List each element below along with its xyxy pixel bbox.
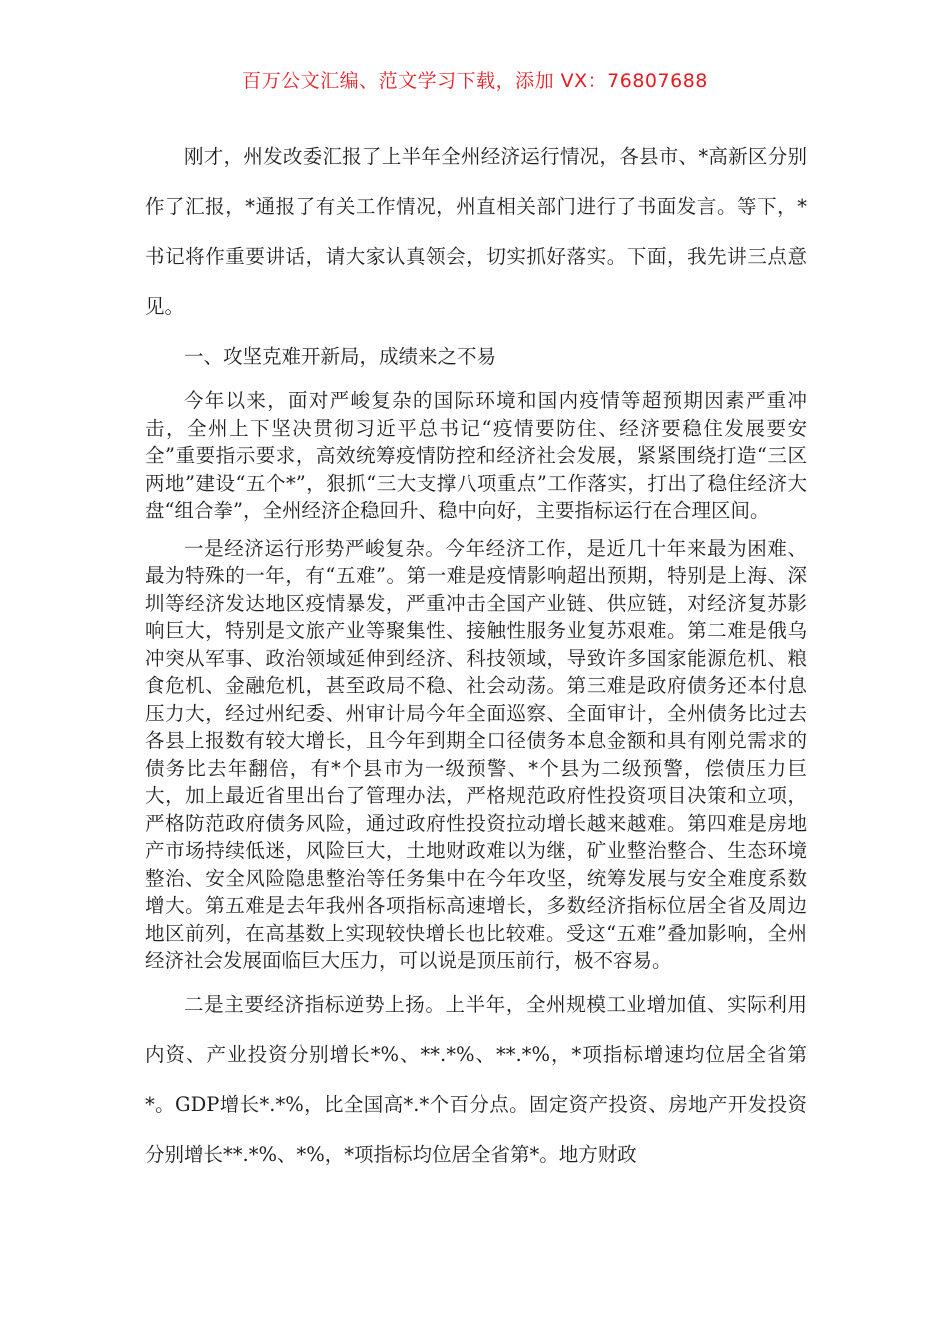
document-body (145, 132, 807, 1180)
paragraph-overview: 今年以来，面对严峻复杂的国际环境和国内疫情等超预期因素严重冲击，全州上下坚决贯彻习近平总书记“疫情要防住、经济要稳住发展要安全”重要指示要求，高效统筹疫情防控和经济社会发展，紧紧围绕打造“三区两地”建设“五个*”，狠抓“三大支撑八项重点”工作落实，打出了稳住经济大盘“组合拳”，全州经济企稳回升、稳中向好，主要指标运行在合理区间。 (145, 389, 807, 522)
download-banner: 百万公文汇编、范文学习下载，添加 VX：76807688 (242, 70, 708, 92)
section-heading-1: 一、攻坚克难开新局，成绩来之不易 (184, 345, 497, 368)
paragraph-opening: 刚才，州发改委汇报了上半年全州经济运行情况，各县市、*高新区分别作了汇报，*通报了有关工作情况，州直相关部门进行了书面发言。等下，*书记将作重要讲话，请大家认真领会，切实抓好落实。下面，我先讲三点意见。 (145, 145, 807, 318)
paragraph-five-difficulties: 一是经济运行形势严峻复杂。今年经济工作，是近几十年来最为困难、最为特殊的一年，有“五难”。第一难是疫情影响超出预期，特别是上海、深圳等经济发达地区疫情暴发，严重冲击全国产业链、供应链，对经济复苏影响巨大，特别是文旅产业等聚集性、接触性服务业复苏艰难。第二难是俄乌冲突从军事、政治领域延伸到经济、科技领域，导致许多国家能源危机、粮食危机、金融危机，甚至政局不稳、社会动荡。第三难是政府债务还本付息压力大，经过州纪委、州审计局今年全面巡察、全面审计，全州债务比过去各县上报数有较大增长，且今年到期全口径债务本息金额和具有刚兑需求的债务比去年翻倍，有*个县市为一级预警、*个县为二级预警，偿债压力巨大，加上最近省里出台了管理办法，严格规范政府性投资项目决策和立项，严格防范政府债务风险，通过政府性投资拉动增长越来越难。第四难是房地产市场持续低迷，风险巨大，土地财政难以为继，矿业整治整合、生态环境整治、安全风险隐患整治等任务集中在今年攻坚，统筹发展与安全难度系数增大。第五难是去年我州各项指标高速增长，多数经济指标位居全省及周边地区前列，在高基数上实现较快增长也比较难。受这“五难”叠加影响，全州经济社会发展面临巨大压力，可以说是顶压前行，极不容易。 (145, 536, 807, 972)
paragraph-indicators: 二是主要经济指标逆势上扬。上半年，全州规模工业增加值、实际利用内资、产业投资分别增长*%、**.*%、**.*%，*项指标增速均位居全省第*。GDP增长*.*%，比全国高*.*个百分点。固定资产投资、房地产开发投资分别增长**.*%、*%，*项指标均位居全省第*。地方财政 (145, 992, 807, 1166)
